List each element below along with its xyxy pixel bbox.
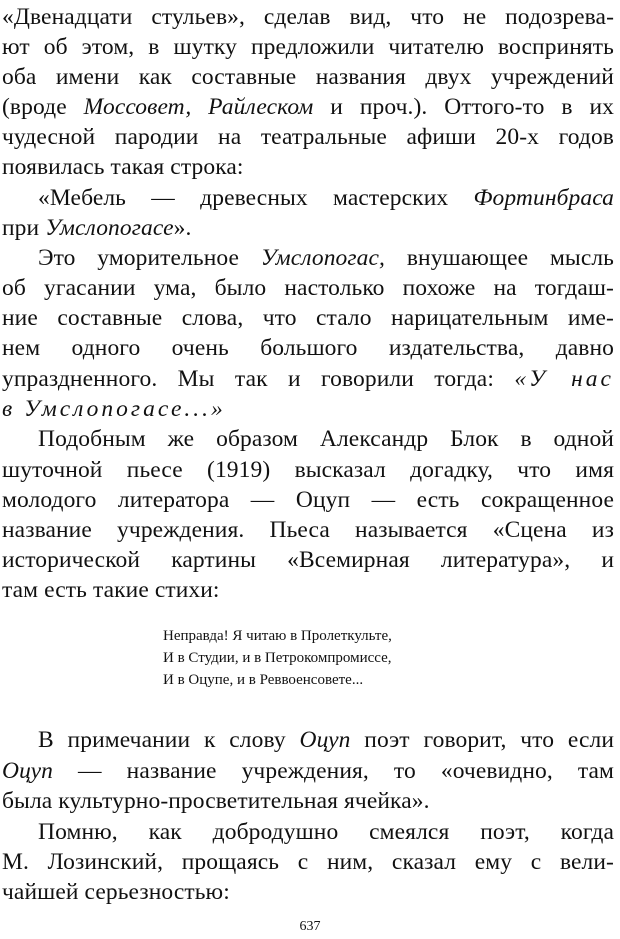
text-line [2,92,614,122]
text-line: чудесной пародии на театральные афиши 20-х годов [2,124,614,150]
text-line [38,243,614,273]
text-line [38,725,614,755]
text-line [38,183,614,213]
italic-text: Моссовет, Райлеском [83,94,314,120]
text-line: М. Лозинский, прощаясь с ним, сказал ему с вели- [2,849,614,875]
text-line: исторической картины «Всемирная литература», и [2,547,614,573]
text-line: там есть такие стихи: [2,577,220,603]
text-line [2,364,614,394]
text-run: внушающее мысль [385,245,614,271]
verse-line: И в Оцупе, и в Реввоенсовете... [163,672,364,688]
text-run: упраздненного. Мы так и говорили тогда: [2,366,515,392]
text-line: шуточной пьесе (1919) высказал догадку, что имя [2,457,614,483]
text-line: появилась такая строка: [2,154,244,180]
text-line: нем одного очень большого издательства, давно [2,335,614,361]
verse-line: И в Студии, и в Петрокомпромиссе, [163,650,392,666]
italic-text: в Умслопогасе...» [2,396,226,422]
text-line: чайшей серьезностью: [2,879,230,905]
text-line [2,756,614,786]
page-number: 637 [299,919,321,934]
text-line: ние составные слова, что стало нарицательным име- [2,305,614,331]
text-run: В примечании к слову [38,727,300,753]
text-run: (вроде [2,94,84,120]
text-line: ют об этом, в шутку предложили читателю воспринять [2,34,614,60]
italic-text: Оцуп [299,727,351,753]
text-line: молодого литератора — Оцуп — есть сокращенное [2,487,614,513]
text-run: — название учреждения, то «очевидно, там [53,758,614,784]
text-run: «Мебель — древесных мастерских [38,185,474,211]
text-line: об угасании ума, было настолько похоже на тогдаш- [2,275,614,301]
italic-text: Умслопогас, [260,245,386,271]
verse-line: Неправда! Я читаю в Пролеткульте, [163,628,392,644]
italic-text: «У нас [514,366,614,392]
text-run: ». [173,215,192,241]
text-line: оба имени как составные названия двух учреждений [2,64,614,90]
text-line: была культурно-просветительная ячейка». [2,788,430,814]
text-line [2,394,614,424]
text-run: поэт говорит, что если [350,727,614,753]
italic-text: Умслопогасе [45,215,174,241]
text-run: Это уморительное [38,245,261,271]
text-line: Подобным же образом Александр Блок в одной [38,426,614,452]
text-line: название учреждения. Пьеса называется «Сцена из [2,517,614,543]
text-line: «Двенадцати стульев», сделав вид, что не подозрева- [2,4,614,30]
text-run: и проч.). Оттого-то в их [313,94,614,120]
text-line [2,213,614,243]
text-line: Помню, как добродушно смеялся поэт, когда [38,819,614,845]
italic-text: Оцуп [2,758,53,784]
text-run: при [2,215,46,241]
italic-text: Фортинбраса [473,185,614,211]
